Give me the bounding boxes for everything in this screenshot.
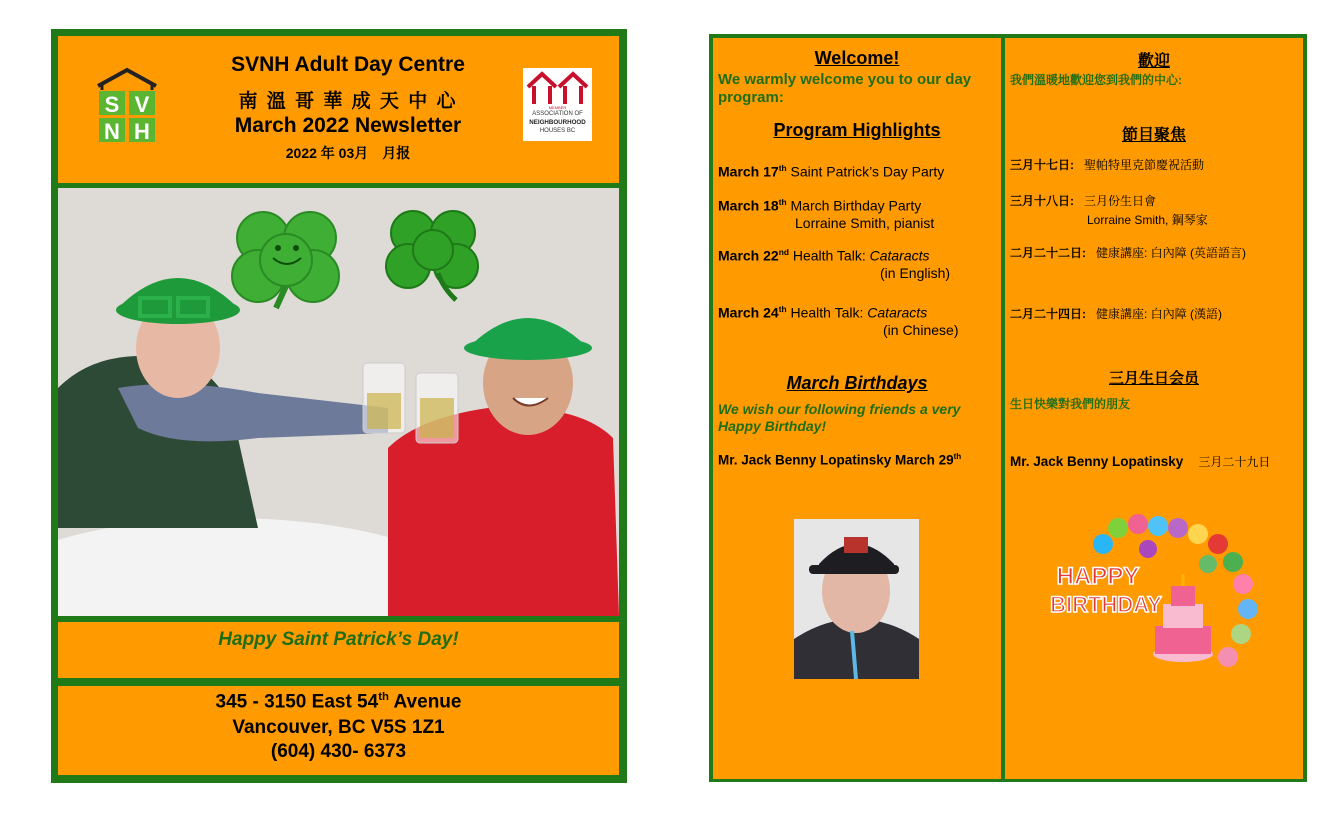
event-date-zh: 二月二十四日:: [1010, 307, 1086, 321]
event-date: March 22: [718, 247, 779, 264]
event-title: Health Talk:: [786, 304, 868, 321]
event-title-zh: 健康講座: 白內障 (漢語): [1096, 307, 1223, 321]
event-topic: Cataracts: [869, 247, 930, 264]
welcome-text: We warmly welcome you to our day program:: [718, 71, 972, 106]
welcome-heading: Welcome!: [814, 48, 900, 68]
event-date-zh: 三月十八日:: [1010, 194, 1074, 208]
event-topic: Cataracts: [867, 304, 928, 321]
address-street: [58, 691, 619, 713]
caption-text: Happy Saint Patrick’s Day!: [218, 629, 459, 650]
happy-text: HAPPY: [1056, 563, 1140, 590]
highlights-heading-zh: 節目聚焦: [1121, 127, 1186, 144]
logo-letter-h: H: [134, 119, 150, 144]
event-title: March Birthday Party: [786, 197, 922, 214]
birthday-person-name: Mr. Jack Benny Lopatinsky March 29: [718, 452, 954, 468]
chinese-column: [1005, 38, 1303, 779]
party-photo-illustration: [58, 188, 619, 616]
birthday-person-zh: [1010, 453, 1270, 470]
event-row: [718, 197, 921, 214]
event-detail: (in English): [880, 265, 951, 281]
event-row-zh: [1010, 156, 1204, 173]
neighbourhood-houses-logo: [523, 68, 592, 141]
address-panel: [58, 686, 619, 775]
caption-panel: [58, 622, 619, 678]
logo-letter-n: N: [104, 119, 120, 144]
welcome-heading-zh: 歡迎: [1137, 53, 1170, 70]
highlights-heading: Program Highlights: [773, 120, 941, 140]
event-title-zh: 健康講座: 白內障 (英語語言): [1096, 246, 1247, 260]
birthday-person-name-zh: Mr. Jack Benny Lopatinsky: [1010, 454, 1184, 469]
event-detail-zh: Lorraine Smith, 鋼琴家: [1087, 213, 1208, 227]
logo-letter-v: V: [134, 92, 150, 117]
event-date-sup: th: [778, 304, 787, 314]
st-patricks-photo: [58, 188, 619, 616]
birthday-date-sup: th: [953, 452, 962, 461]
english-column: [713, 38, 1001, 779]
shamrock-smile-icon: [232, 212, 339, 308]
event-row-zh: [1010, 244, 1246, 261]
partner-logo-line2: NEIGHBOURHOOD: [529, 119, 586, 126]
address-city: Vancouver, BC V5S 1Z1: [232, 717, 445, 738]
event-title-zh: 聖帕特里克節慶祝活動: [1084, 158, 1205, 172]
event-date: March 18: [718, 197, 779, 214]
happy-birthday-graphic: [1043, 514, 1268, 682]
birthdays-text: We wish our following friends a very Happy Birthday!: [718, 401, 961, 434]
birthday-text: BIRTHDAY: [1050, 592, 1162, 617]
newsletter-date: 2022 年 03月 月报: [285, 145, 411, 161]
birthdays-heading: March Birthdays: [786, 373, 928, 393]
logo-letter-s: S: [104, 92, 120, 117]
event-date: March 17: [718, 163, 779, 180]
event-date-zh: 二月二十二日:: [1010, 246, 1086, 260]
birthday-date-zh: 三月二十九日: [1198, 455, 1271, 469]
event-date-sup: nd: [778, 247, 789, 257]
header-panel: [58, 36, 619, 183]
event-title: Saint Patrick’s Day Party: [786, 163, 945, 180]
birthday-person: [718, 452, 961, 468]
svnh-logo: [94, 66, 160, 144]
event-row: [718, 247, 930, 264]
birthdays-heading-zh: 三月生日会员: [1108, 370, 1199, 387]
event-detail: Lorraine Smith, pianist: [795, 215, 935, 231]
event-row: [718, 163, 944, 180]
event-title-zh: 三月份生日會: [1084, 194, 1157, 208]
event-date-sup: th: [778, 163, 787, 173]
birthdays-text-zh: 生日快樂對我們的朋友: [1010, 397, 1131, 411]
event-row-zh: [1010, 192, 1156, 209]
address-street-number: 345 - 3150 East 54: [215, 691, 379, 713]
event-row: [718, 304, 927, 321]
welcome-text-zh: 我們溫暖地歡迎您到我們的中心:: [1010, 73, 1182, 87]
partner-logo-line1: ASSOCIATION OF: [532, 111, 583, 117]
event-date-zh: 三月十七日:: [1010, 158, 1074, 172]
address-street-suffix: Avenue: [388, 691, 462, 713]
address-phone: (604) 430- 6373: [270, 741, 407, 762]
event-date-sup: th: [778, 197, 787, 207]
cake-icon: [1153, 574, 1213, 662]
partner-logo-member: MEMBER: [548, 105, 567, 110]
birthday-person-photo: [794, 519, 919, 679]
org-title-chinese: 南 溫 哥 華 成 天 中 心: [238, 91, 458, 112]
partner-logo-line3: HOUSES BC: [539, 128, 576, 134]
newsletter-title: March 2022 Newsletter: [234, 114, 462, 137]
event-row-zh: [1010, 305, 1222, 322]
event-date: March 24: [718, 304, 779, 321]
houses-icon: [526, 71, 589, 105]
org-title: SVNH Adult Day Centre: [231, 53, 465, 76]
event-detail: (in Chinese): [883, 322, 959, 338]
address-street-sup: th: [378, 691, 389, 703]
event-title: Health Talk:: [788, 247, 870, 264]
